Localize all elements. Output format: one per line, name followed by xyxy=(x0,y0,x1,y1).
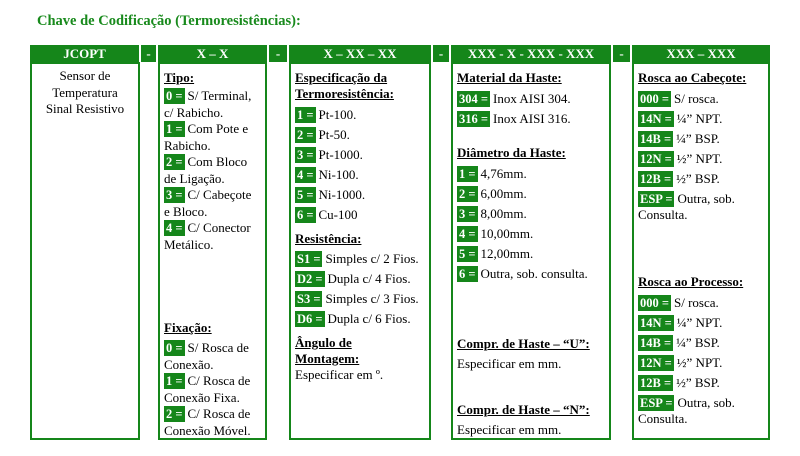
tipo-option xyxy=(164,154,266,187)
resistencia-title: Resistência: xyxy=(295,231,362,246)
option-text: ¼” BSP. xyxy=(676,131,720,146)
code-badge: 3 = xyxy=(459,207,476,221)
code-badge: 000 = xyxy=(640,92,669,106)
option-text: C/ Conector xyxy=(187,220,251,235)
diametro-title: Diâmetro da Haste: xyxy=(457,145,566,160)
option-text: Dupla c/ 4 Fios. xyxy=(327,271,411,286)
rosca-processo-option xyxy=(638,335,770,351)
sensor-line: Temperatura xyxy=(52,84,118,100)
option-text: Outra, sob. Consulta. xyxy=(638,191,735,222)
option-text: Outra, sob. Consulta. xyxy=(638,395,735,426)
option-text: 10,00mm. xyxy=(480,226,534,241)
option-text: Inox AISI 304. xyxy=(493,91,571,106)
code-badge: 304 = xyxy=(459,92,488,106)
code-badge: 14N = xyxy=(640,316,672,330)
option-text: Dupla c/ 6 Fios. xyxy=(327,311,411,326)
comprimento-n-text: Especificar em mm. xyxy=(457,422,562,437)
option-text: e Bloco. xyxy=(164,203,208,219)
fixacao-option xyxy=(164,340,268,373)
option-text: Metálico. xyxy=(164,236,214,252)
code-badge: D2 = xyxy=(297,272,323,286)
rosca-cabecote-title: Rosca ao Cabeçote: xyxy=(638,70,747,85)
rosca-processo-option xyxy=(638,295,770,311)
option-text: Conexão. xyxy=(164,356,214,372)
code-badge: 5 = xyxy=(459,247,476,261)
column-especificacao xyxy=(289,62,431,440)
diametro-option xyxy=(457,206,611,222)
header-separator: - xyxy=(141,45,156,62)
option-text: C/ Rosca de xyxy=(187,406,251,421)
code-badge: 0 = xyxy=(166,89,183,103)
option-text: C/ Cabeçote xyxy=(187,187,252,202)
option-text: Inox AISI 316. xyxy=(493,111,571,126)
option-text: Cu-100 xyxy=(318,207,358,222)
option-text: Outra, sob. consulta. xyxy=(480,266,588,281)
option-text: Rabicho. xyxy=(164,137,211,153)
header-jcopt: JCOPT xyxy=(30,45,139,62)
rosca-processo-option xyxy=(638,375,770,391)
option-text: 6,00mm. xyxy=(480,186,527,201)
header-separator: - xyxy=(269,45,287,62)
header-separator: - xyxy=(433,45,449,62)
angulo-text: Especificar em º. xyxy=(295,367,384,382)
diametro-option xyxy=(457,246,611,262)
option-text: Simples c/ 2 Fios. xyxy=(325,251,419,266)
code-badge: 6 = xyxy=(459,267,476,281)
sensor-line: Sensor de xyxy=(59,68,111,83)
code-badge: 2 = xyxy=(459,187,476,201)
resistencia-option xyxy=(295,291,431,307)
code-badge: 1 = xyxy=(459,167,476,181)
option-text: S/ Rosca de xyxy=(187,340,249,355)
angulo-title: Ângulo de Montagem: xyxy=(295,335,360,366)
material-title: Material da Haste: xyxy=(457,70,562,85)
option-text: S/ Terminal, xyxy=(187,88,252,103)
material-option xyxy=(457,91,611,107)
header-especificacao: X – XX – XX xyxy=(289,45,431,62)
column-tipo-fixacao xyxy=(158,62,267,440)
resistencia-option xyxy=(295,251,431,267)
material-option xyxy=(457,111,611,127)
option-text: de Ligação. xyxy=(164,170,225,186)
sensor-description xyxy=(32,64,138,118)
option-text: ½” NPT. xyxy=(676,151,723,166)
fixacao-title: Fixação: xyxy=(164,320,212,335)
code-badge: 4 = xyxy=(166,221,183,235)
especificacao-option xyxy=(295,207,431,223)
page-title: Chave de Codificação (Termoresistências): xyxy=(37,13,301,29)
header-haste: XXX - X - XXX - XXX xyxy=(451,45,611,62)
option-text: ¼” BSP. xyxy=(676,335,720,350)
code-badge: 2 = xyxy=(166,407,183,421)
especificacao-option xyxy=(295,167,431,183)
tipo-title: Tipo: xyxy=(164,70,195,85)
header-roscas: XXX – XXX xyxy=(632,45,770,62)
code-badge: 000 = xyxy=(640,296,669,310)
option-text: ½” BSP. xyxy=(676,375,720,390)
especificacao-option xyxy=(295,187,431,203)
especificacao-option xyxy=(295,107,431,123)
option-text: S/ rosca. xyxy=(674,295,719,310)
column-roscas xyxy=(632,62,770,440)
code-badge: 1 = xyxy=(297,108,314,122)
rosca-processo-option xyxy=(638,355,770,371)
code-badge: 6 = xyxy=(297,208,314,222)
tipo-option xyxy=(164,121,266,154)
tipo-option xyxy=(164,220,266,253)
option-text: Pt-1000. xyxy=(318,147,363,162)
tipo-option xyxy=(164,88,266,121)
code-badge: 1 = xyxy=(166,122,183,136)
especificacao-title: Especificação da Termoresistência: xyxy=(295,70,394,101)
code-badge: 12B = xyxy=(640,172,672,186)
column-haste xyxy=(451,62,611,440)
fixacao-option xyxy=(164,373,268,406)
rosca-processo-option xyxy=(638,395,770,427)
code-badge: D6 = xyxy=(297,312,323,326)
code-badge: 5 = xyxy=(297,188,314,202)
code-badge: S3 = xyxy=(297,292,321,306)
option-text: C/ Rosca de xyxy=(187,373,251,388)
option-text: Simples c/ 3 Fios. xyxy=(325,291,419,306)
rosca-cabecote-option xyxy=(638,111,770,127)
option-text: Conexão Móvel. xyxy=(164,422,251,438)
diametro-option xyxy=(457,226,611,242)
fixacao-option xyxy=(164,406,268,439)
option-text: Ni-100. xyxy=(318,167,359,182)
option-text: Pt-100. xyxy=(318,107,357,122)
code-badge: 4 = xyxy=(459,227,476,241)
rosca-processo-option xyxy=(638,315,770,331)
resistencia-option xyxy=(295,271,431,287)
rosca-processo-title: Rosca ao Processo: xyxy=(638,274,744,289)
column-sensor xyxy=(30,62,140,440)
rosca-cabecote-option xyxy=(638,191,770,223)
tipo-option xyxy=(164,187,266,220)
code-badge: 316 = xyxy=(459,112,488,126)
option-text: Conexão Fixa. xyxy=(164,389,240,405)
comprimento-n-title: Compr. de Haste – “N”: xyxy=(457,402,590,417)
code-badge: 2 = xyxy=(297,128,314,142)
code-badge: ESP = xyxy=(640,192,673,206)
diametro-option xyxy=(457,186,611,202)
code-badge: 14B = xyxy=(640,132,672,146)
diametro-option xyxy=(457,166,611,182)
especificacao-option xyxy=(295,127,431,143)
option-text: 8,00mm. xyxy=(480,206,527,221)
code-badge: 0 = xyxy=(166,341,183,355)
option-text: ¼” NPT. xyxy=(676,315,723,330)
diametro-option xyxy=(457,266,611,282)
code-badge: 12N = xyxy=(640,356,672,370)
option-text: 4,76mm. xyxy=(480,166,527,181)
code-badge: 14N = xyxy=(640,112,672,126)
code-badge: 12B = xyxy=(640,376,672,390)
option-text: ½” BSP. xyxy=(676,171,720,186)
option-text: Com Bloco xyxy=(187,154,248,169)
option-text: ½” NPT. xyxy=(676,355,723,370)
rosca-cabecote-option xyxy=(638,171,770,187)
code-badge: 3 = xyxy=(166,188,183,202)
comprimento-u-title: Compr. de Haste – “U”: xyxy=(457,336,590,351)
option-text: 12,00mm. xyxy=(480,246,534,261)
header-tipo-fixacao: X – X xyxy=(158,45,267,62)
code-badge: S1 = xyxy=(297,252,321,266)
option-text: Ni-1000. xyxy=(318,187,366,202)
option-text: Com Pote e xyxy=(187,121,249,136)
rosca-cabecote-option xyxy=(638,131,770,147)
code-badge: 1 = xyxy=(166,374,183,388)
especificacao-option xyxy=(295,147,431,163)
code-badge: 14B = xyxy=(640,336,672,350)
code-badge: 2 = xyxy=(166,155,183,169)
option-text: S/ rosca. xyxy=(674,91,719,106)
sensor-line: Sinal Resistivo xyxy=(45,101,125,116)
code-badge: ESP = xyxy=(640,396,673,410)
resistencia-option xyxy=(295,311,431,327)
option-text: c/ Rabicho. xyxy=(164,104,224,120)
rosca-cabecote-option xyxy=(638,151,770,167)
code-badge: 3 = xyxy=(297,148,314,162)
option-text: Pt-50. xyxy=(318,127,350,142)
rosca-cabecote-option xyxy=(638,91,770,107)
code-badge: 4 = xyxy=(297,168,314,182)
code-badge: 12N = xyxy=(640,152,672,166)
comprimento-u-text: Especificar em mm. xyxy=(457,356,562,371)
header-separator: - xyxy=(613,45,630,62)
option-text: ¼” NPT. xyxy=(676,111,723,126)
